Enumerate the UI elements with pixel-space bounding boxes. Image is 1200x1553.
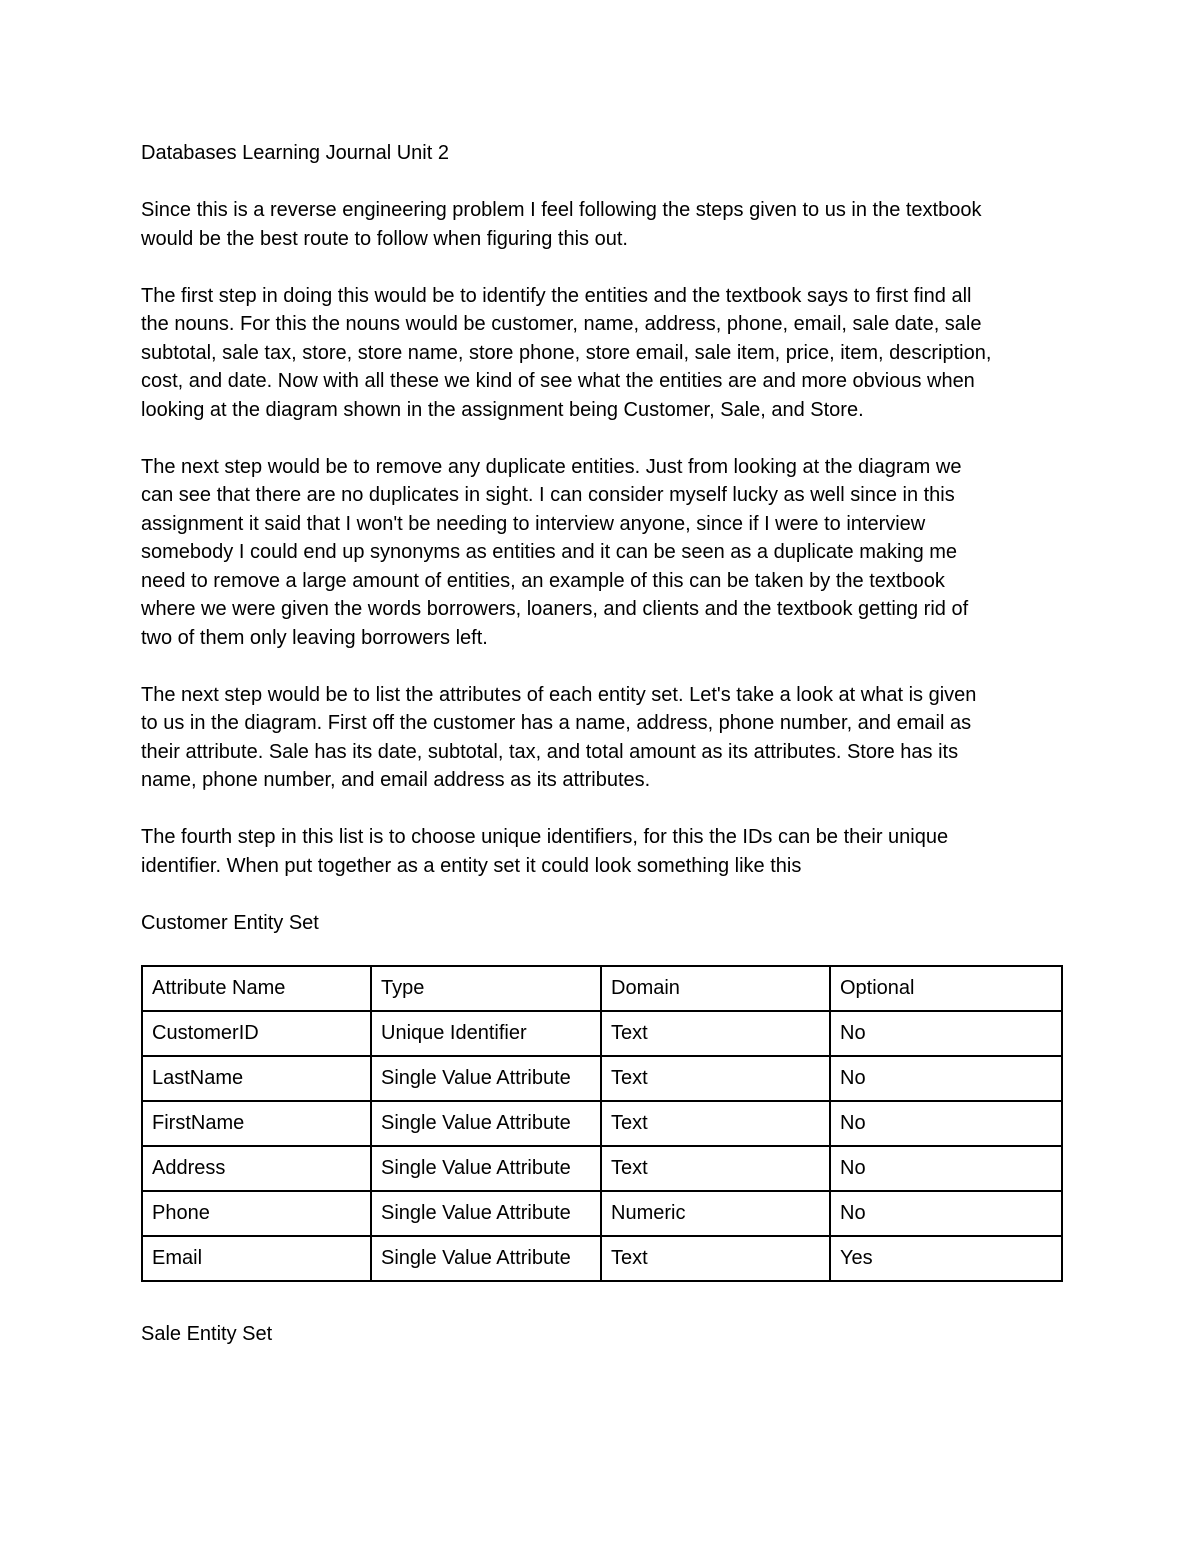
table-cell: Single Value Attribute	[371, 1146, 601, 1191]
header-cell: Domain	[601, 966, 830, 1011]
paragraph-line: two of them only leaving borrowers left.	[141, 626, 488, 649]
table-row	[142, 1101, 1062, 1146]
spacer	[141, 652, 1061, 681]
table-cell: Text	[601, 1146, 830, 1191]
table-row	[142, 1236, 1062, 1281]
paragraph-line: can see that there are no duplicates in sight. I can consider myself lucky as well since in this	[141, 484, 955, 506]
paragraph-line: The next step would be to list the attributes of each entity set. Let's take a look at what is given	[141, 683, 977, 706]
table-cell: CustomerID	[142, 1011, 371, 1056]
header-cell: Optional	[830, 966, 1062, 1011]
table-row	[142, 1011, 1062, 1056]
paragraph-step-four	[141, 823, 1061, 880]
paragraph-line: the nouns. For this the nouns would be customer, name, address, phone, email, sale date, sale	[141, 313, 982, 335]
spacer	[141, 168, 1061, 197]
paragraph-line: need to remove a large amount of entities, an example of this can be taken by the textbook	[141, 569, 945, 592]
spacer	[141, 424, 1061, 453]
paragraph-line: cost, and date. Now with all these we kind of see what the entities are and more obvious when	[141, 370, 975, 392]
paragraph-line: The first step in doing this would be to identify the entities and the textbook says to first find all	[141, 284, 972, 307]
paragraph-line: would be the best route to follow when figuring this out.	[141, 227, 628, 250]
table-cell: No	[830, 1011, 1062, 1056]
paragraph-line: identifier. When put together as a entity set it could look something like this	[141, 854, 802, 877]
table-cell: Numeric	[601, 1191, 830, 1236]
table-cell: Yes	[830, 1236, 1062, 1281]
paragraph-line: The next step would be to remove any duplicate entities. Just from looking at the diagram we	[141, 455, 962, 478]
table-cell: Single Value Attribute	[371, 1191, 601, 1236]
spacer	[141, 795, 1061, 824]
table-cell: Single Value Attribute	[371, 1056, 601, 1101]
paragraph-line: name, phone number, and email address as its attributes.	[141, 769, 651, 791]
table-cell: No	[830, 1146, 1062, 1191]
paragraph-line: looking at the diagram shown in the assignment being Customer, Sale, and Store.	[141, 398, 864, 421]
paragraph-line: to us in the diagram. First off the customer has a name, address, phone number, and email as	[141, 712, 972, 734]
document-title: Databases Learning Journal Unit 2	[141, 142, 449, 164]
paragraph-step-one	[141, 282, 1061, 425]
header-cell: Type	[371, 966, 601, 1011]
table-cell: Text	[601, 1011, 830, 1056]
table-row	[142, 1146, 1062, 1191]
paragraph-line: their attribute. Sale has its date, subtotal, tax, and total amount as its attributes. Store has its	[141, 740, 959, 763]
table-row	[142, 1056, 1062, 1101]
header-cell: Attribute Name	[142, 966, 371, 1011]
table-cell: FirstName	[142, 1101, 371, 1146]
table-row	[142, 1191, 1062, 1236]
sale-table-label: Sale Entity Set	[141, 1323, 273, 1345]
table-cell: Text	[601, 1056, 830, 1101]
paragraph-step-two	[141, 453, 1061, 653]
paragraph-line: assignment it said that I won't be needing to interview anyone, since if I were to interview	[141, 512, 926, 535]
customer-entity-table	[141, 965, 1063, 1282]
paragraph-intro	[141, 196, 1061, 253]
paragraph-line: where we were given the words borrowers, loaners, and clients and the textbook getting rid of	[141, 598, 969, 620]
spacer	[141, 880, 1061, 909]
table-cell: Single Value Attribute	[371, 1101, 601, 1146]
table-cell: No	[830, 1191, 1062, 1236]
spacer	[141, 253, 1061, 282]
document-body	[141, 139, 1061, 937]
table-cell: Unique Identifier	[371, 1011, 601, 1056]
table-cell: Text	[601, 1101, 830, 1146]
table-cell: LastName	[142, 1056, 371, 1101]
table-cell: No	[830, 1101, 1062, 1146]
table-cell: Text	[601, 1236, 830, 1281]
paragraph-step-three	[141, 681, 1061, 795]
table-header-row	[142, 966, 1062, 1011]
table-cell: Single Value Attribute	[371, 1236, 601, 1281]
table-cell: Address	[142, 1146, 371, 1191]
table-cell: No	[830, 1056, 1062, 1101]
customer-table-label: Customer Entity Set	[141, 911, 319, 934]
table-cell: Phone	[142, 1191, 371, 1236]
paragraph-line: Since this is a reverse engineering problem I feel following the steps given to us in the textbook	[141, 199, 982, 221]
paragraph-line: The fourth step in this list is to choose unique identifiers, for this the IDs can be their unique	[141, 826, 949, 848]
paragraph-line: somebody I could end up synonyms as entities and it can be seen as a duplicate making me	[141, 541, 958, 563]
paragraph-line: subtotal, sale tax, store, store name, store phone, store email, sale item, price, item, description,	[141, 341, 992, 364]
table-cell: Email	[142, 1236, 371, 1281]
